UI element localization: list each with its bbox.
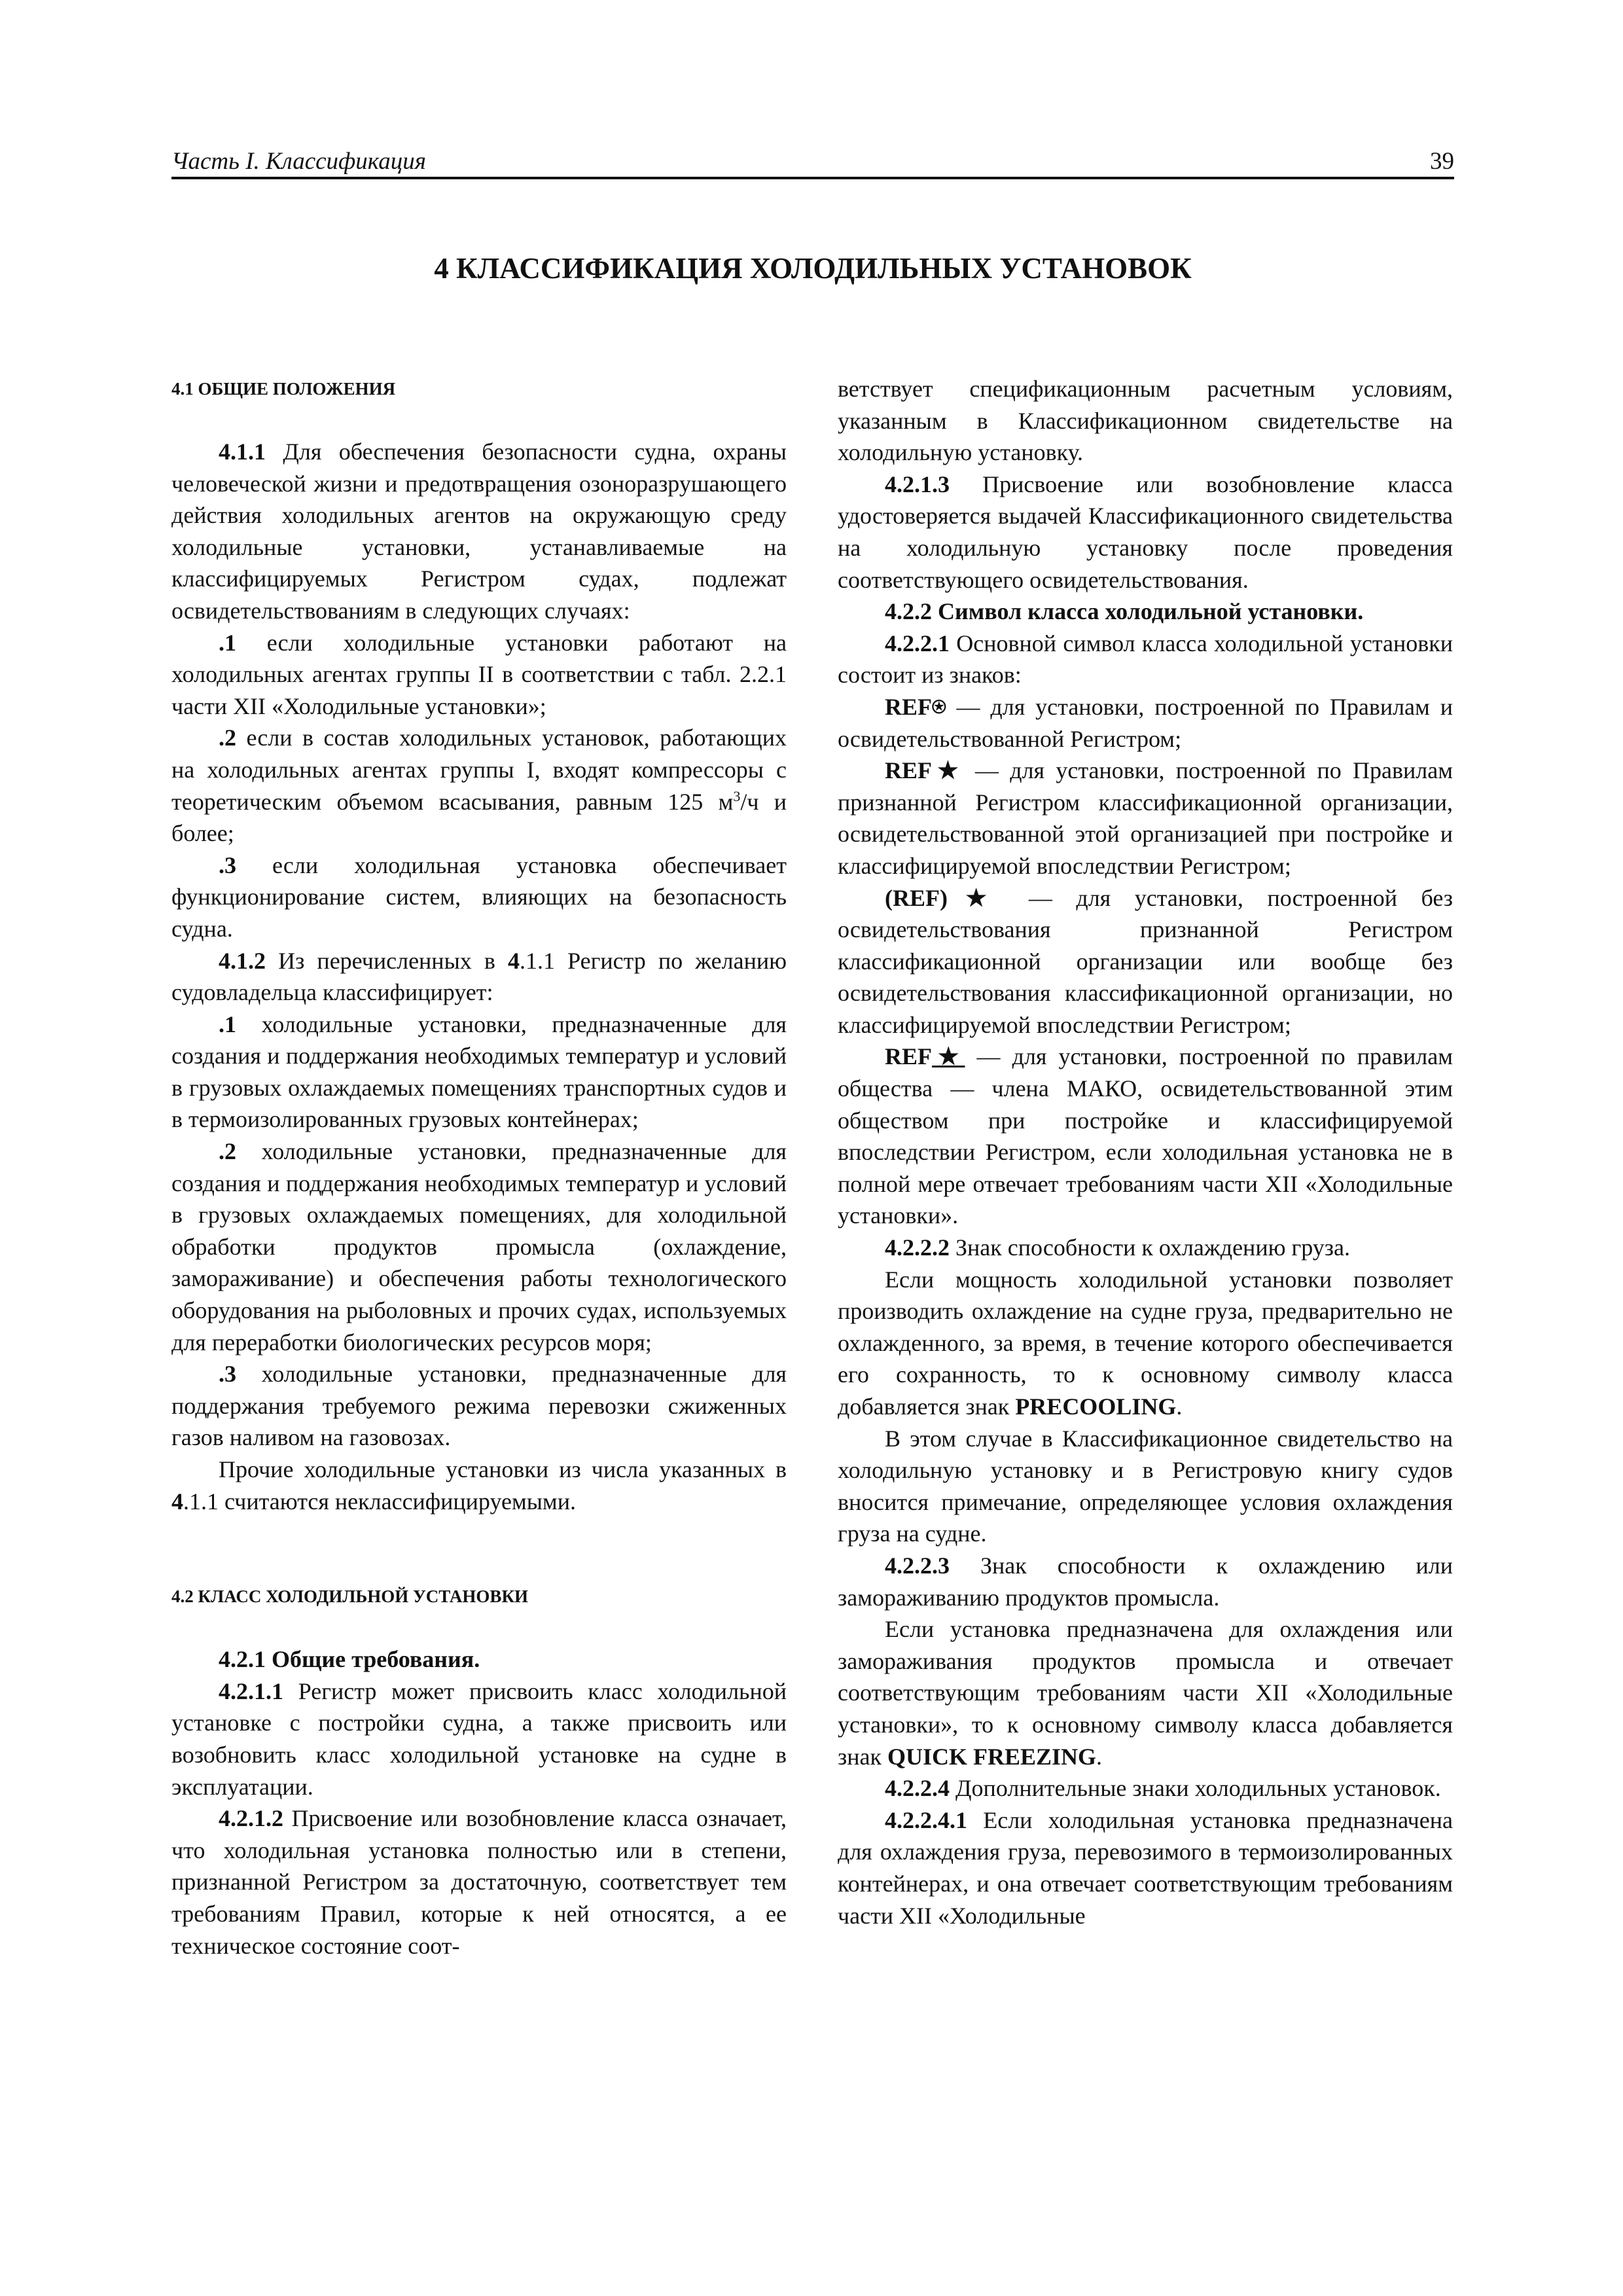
clause-number: 4.2.2.4.1: [885, 1806, 967, 1833]
clause-number: .1: [219, 629, 236, 656]
clause-number: .1: [219, 1011, 236, 1037]
left-column: [171, 373, 787, 1962]
header-rule: [171, 177, 1454, 179]
clause-number: 4.2.2.1: [885, 630, 950, 656]
superscript: 3: [733, 787, 741, 804]
running-header: [171, 145, 1454, 178]
chapter-title: 4 КЛАССИФИКАЦИЯ ХОЛОДИЛЬНЫХ УСТАНОВОК: [434, 252, 1192, 285]
clause-number: 4.2.2.4: [885, 1775, 950, 1802]
paragraph-text: .: [1096, 1743, 1103, 1770]
section-heading-4-2: 4.2 КЛАСС ХОЛОДИЛЬНОЙ УСТАНОВКИ: [171, 1587, 529, 1607]
clause-number: .2: [219, 1138, 236, 1165]
clause-number: 4.2.2.2: [885, 1234, 950, 1261]
paragraph-text: Основной символ класса холодильной установки состоит из знаков:: [838, 630, 1453, 689]
paragraph-4-2-1: [171, 1643, 787, 1676]
section-heading-4-1: 4.1 ОБЩИЕ ПОЛОЖЕНИЯ: [171, 379, 396, 399]
paragraph-4-2-2-1: [838, 628, 1453, 691]
paragraph-text: Знак способности к охлаждению или замораживанию продуктов промысла.: [838, 1552, 1453, 1611]
paragraph-text: Присвоение или возобновление класса удостоверяется выдачей Классификационного свидетельства на холодильную установку после проведения соответствующего освидетельствования.: [838, 471, 1453, 593]
paragraph-text: Дополнительные знаки холодильных установок.: [950, 1775, 1441, 1802]
class-code: (REF): [885, 884, 948, 911]
class-symbol-ref-underlined-star: [838, 1041, 1453, 1232]
paragraph-text: .: [1176, 1393, 1183, 1420]
paragraph-text: Регистр может присвоить класс холодильной установке с постройки судна, а также присвоить или возобновить класс холодильной установке на судне в эксплуатации.: [171, 1677, 787, 1800]
paragraph-4-2-2-3: [838, 1550, 1453, 1613]
class-code: REF: [885, 757, 932, 784]
paragraph-4-2-1-3: [838, 469, 1453, 596]
paragraph-text: — для установки, построенной по Правилам и освидетельствованной Регистром;: [838, 693, 1453, 752]
clause-number: 4.1.2: [219, 947, 266, 974]
paragraph-4-1-2-3: [171, 1358, 787, 1454]
clause-number: .2: [219, 725, 236, 751]
paragraph-text: Для обеспечения безопасности судна, охраны человеческой жизни и предотвращения озоноразрушающего действия холодильных агентов на окружающую среду холодильные установки, устанавливаемые на классифицируемых Регистром судах, подлежат освидетельствованиям в следующих случаях:: [171, 439, 787, 624]
paragraph-text: Присвоение или возобновление класса означает, что холодильная установка полностью или в степени, признанной Регистром за достаточную, соответствует тем требованиям Правил, которые к ней относятся, а ее техническое состояние соот-: [171, 1805, 787, 1959]
class-symbol-ref-star: [838, 755, 1453, 882]
paragraph-4-2-2-4: [838, 1772, 1453, 1804]
reference-bold: 4: [171, 1488, 183, 1515]
paragraph-4-2-1-1: [171, 1676, 787, 1803]
class-code: REF: [885, 1043, 932, 1070]
paragraph-text: Если установка предназначена для охлаждения или замораживания продуктов промысла и отвечает соответствующим требованиям части XII «Холодильные установки», то к основному символу класса добавляется знак: [838, 1616, 1453, 1770]
paragraph-4-2-2: [838, 596, 1453, 628]
paragraph-precooling-note: В этом случае в Классификационное свидетельство на холодильную установку и в Регистровую книгу судов вносится примечание, определяющее условия охлаждения груза на судне.: [838, 1425, 1453, 1547]
paragraph-text: если холодильные установки работают на холодильных агентах группы II в соответствии с табл. 2.2.1 части XII «Холодильные установки»;: [171, 629, 787, 719]
class-symbol-ref-parenthesized-star: [838, 882, 1453, 1041]
paragraph-text: /ч и более;: [171, 788, 787, 847]
paragraph-4-1-1-3: [171, 850, 787, 945]
paragraph-4-2-2-4-1: [838, 1804, 1453, 1931]
star-icon: ★: [932, 757, 964, 784]
star-icon: ★: [947, 884, 1005, 911]
spacer: [171, 1612, 787, 1643]
running-title: Часть I. Классификация: [171, 148, 426, 175]
paragraph-4-2-2-2: [838, 1232, 1453, 1264]
paragraph-text: Если мощность холодильной установки позволяет производить охлаждение на судне груза, предварительно не охлажденного, за время, в течение которого обеспечивается его сохранность, то к основному символу класса добавляется знак: [838, 1266, 1453, 1420]
paragraph-precooling: [838, 1264, 1453, 1423]
paragraph-text: Если холодильная установка предназначена для охлаждения груза, перевозимого в термоизолированных контейнерах, и она отвечает соответствующим требованиям части XII «Холодильные: [838, 1806, 1453, 1929]
paragraph-text: если в состав холодильных установок, работающих на холодильных агентах группы I, входят компрессоры с теоретическим объемом всасывания, равным 125 м: [171, 725, 787, 815]
spacer: [171, 404, 787, 436]
paragraph-text: холодильные установки, предназначенные для поддержания требуемого режима перевозки сжиженных газов наливом на газовозах.: [171, 1361, 787, 1451]
paragraph-text: — для установки, построенной без освидетельствования признанной Регистром классификационной организации или вообще без освидетельствования классификационной организации, но классифицируемой впоследствии Регистром;: [838, 884, 1453, 1038]
paragraph-4-1-2-1: [171, 1009, 787, 1136]
subsection-heading: 4.2.1 Общие требования.: [219, 1646, 480, 1673]
spacer: [171, 1517, 787, 1581]
paragraph-text: — для установки, построенной по правилам общества — члена МАКО, освидетельствованной этим обществом при постройке и классифицируемой впоследствии Регистром, если холодильная установка не в полной мере отвечает требованиям части XII «Холодильные установки».: [838, 1043, 1453, 1229]
clause-number: 4.1.1: [219, 439, 266, 465]
paragraph-other-installations: [171, 1454, 787, 1517]
paragraph-text: Регистр по желанию судовладельца классифицирует:: [171, 947, 787, 1006]
paragraph-text: холодильные установки, предназначенные для создания и поддержания необходимых температур и условий в грузовых охлаждаемых помещениях транспортных судов и в термоизолированных грузовых контейнерах;: [171, 1011, 787, 1133]
paragraph-text: если холодильная установка обеспечивает функционирование систем, влияющих на безопасность судна.: [171, 852, 787, 942]
paragraph-text: Знак способности к охлаждению груза.: [950, 1234, 1350, 1261]
paragraph-text: .1.1 считаются неклассифицируемыми.: [183, 1488, 576, 1515]
class-symbol-ref-circled-star: [838, 691, 1453, 755]
paragraph-4-1-2: [171, 945, 787, 1009]
paragraph-quick-freezing: [838, 1613, 1453, 1772]
paragraph-4-1-2-2: [171, 1136, 787, 1358]
class-code: REF: [885, 693, 932, 720]
paragraph-text: Прочие холодильные установки из числа указанных в: [219, 1456, 787, 1482]
clause-number: 4.2.1.3: [885, 471, 950, 497]
paragraph-text: Из перечисленных в: [266, 947, 508, 974]
paragraph-4-1-1-2: [171, 722, 787, 849]
paragraph-continuation: ветствует спецификационным расчетным условиям, указанным в Классификационном свидетельстве на холодильную установку.: [838, 376, 1453, 466]
clause-number: 4.2.2.3: [885, 1552, 950, 1579]
paragraph-4-1-1: [171, 436, 787, 627]
circled-star-icon: ⍟: [932, 693, 946, 720]
clause-number: 4.2.1.2: [219, 1805, 283, 1832]
clause-number: .3: [219, 852, 236, 878]
clause-number: 4.2.1.1: [219, 1677, 283, 1704]
paragraph-text: холодильные установки, предназначенные для создания и поддержания необходимых температур и условий в грузовых охлаждаемых помещениях, для холодильной обработки продуктов промысла (охлаждение, замораживание) и обеспечения работы технологического оборудования на рыболовных и прочих судах, используемых для переработки биологических ресурсов моря;: [171, 1138, 787, 1355]
paragraph-text: — для установки, построенной по Правилам признанной Регистром классификационной организации, освидетельствованной этой организацией при постройке и классифицируемой впоследствии Регистром;: [838, 757, 1453, 879]
notation-quick-freezing: QUICK FREEZING: [887, 1743, 1097, 1770]
clause-number: .3: [219, 1361, 236, 1388]
paragraph-4-2-1-2: [171, 1803, 787, 1962]
right-column: [838, 373, 1453, 1931]
paragraph-4-1-1-1: [171, 627, 787, 723]
underlined-star-icon: ★: [932, 1043, 965, 1070]
subsection-heading: 4.2.2 Символ класса холодильной установки.: [885, 598, 1364, 625]
notation-precooling: PRECOOLING: [1015, 1393, 1177, 1420]
reference-text: .1.1: [519, 947, 555, 974]
reference-bold: 4: [507, 947, 520, 974]
page-number: 39: [1430, 148, 1454, 175]
